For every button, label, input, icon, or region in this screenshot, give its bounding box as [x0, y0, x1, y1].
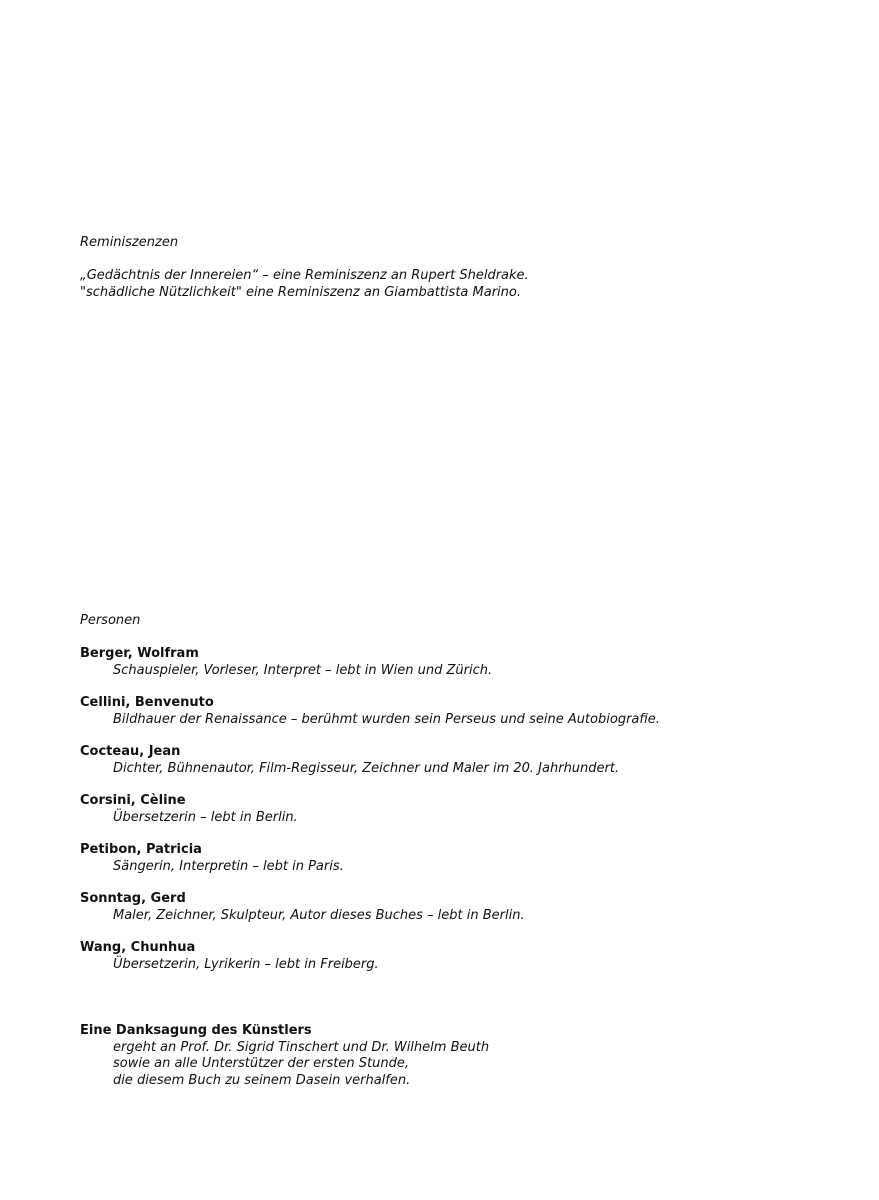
person-description: Übersetzerin, Lyrikerin – lebt in Freiberg. [113, 956, 379, 972]
person-entry [80, 842, 800, 875]
acknowledgements [80, 1023, 800, 1089]
person-description: Sängerin, Interpretin – lebt in Paris. [113, 858, 344, 874]
person-name: Cocteau, Jean [80, 744, 181, 759]
acknowledgements-heading: Eine Danksagung des Künstlers [80, 1023, 312, 1038]
reminiscence-line: "schädliche Nützlichkeit" eine Reminiszenz an Giambattista Marino. [80, 284, 521, 300]
person-description: Schauspieler, Vorleser, Interpret – lebt in Wien und Zürich. [113, 662, 493, 678]
persons-heading [80, 613, 800, 630]
person-name: Sonntag, Gerd [80, 891, 186, 906]
person-name: Cellini, Benvenuto [80, 695, 214, 710]
person-entry [80, 793, 800, 826]
section-heading: Reminiszenzen [80, 235, 179, 250]
person-description: Bildhauer der Renaissance – berühmt wurden sein Perseus und seine Autobiografie. [113, 711, 660, 727]
person-name: Wang, Chunhua [80, 940, 196, 955]
acknowledgements-line: ergeht an Prof. Dr. Sigrid Tinschert und Dr. Wilhelm Beuth [113, 1039, 490, 1055]
reminiscences-list [80, 268, 800, 301]
person-name: Petibon, Patricia [80, 842, 202, 857]
person-name: Corsini, Cèline [80, 793, 186, 808]
person-entry [80, 891, 800, 924]
person-entry [80, 744, 800, 777]
person-entry [80, 940, 800, 973]
person-description: Maler, Zeichner, Skulpteur, Autor dieses Buches – lebt in Berlin. [113, 907, 525, 923]
reminiscences-heading [80, 235, 800, 252]
person-description: Übersetzerin – lebt in Berlin. [113, 809, 298, 825]
acknowledgements-line: die diesem Buch zu seinem Dasein verhalfen. [113, 1072, 411, 1088]
section-heading: Personen [80, 613, 141, 628]
person-entry [80, 695, 800, 728]
persons-list [80, 646, 800, 989]
person-name: Berger, Wolfram [80, 646, 199, 661]
acknowledgements-line: sowie an alle Unterstützer der ersten Stunde, [113, 1056, 409, 1071]
person-entry [80, 646, 800, 679]
person-description: Dichter, Bühnenautor, Film-Regisseur, Zeichner und Maler im 20. Jahrhundert. [113, 760, 620, 776]
reminiscence-line: „Gedächtnis der Innereien“ – eine Reminiszenz an Rupert Sheldrake. [80, 268, 529, 283]
